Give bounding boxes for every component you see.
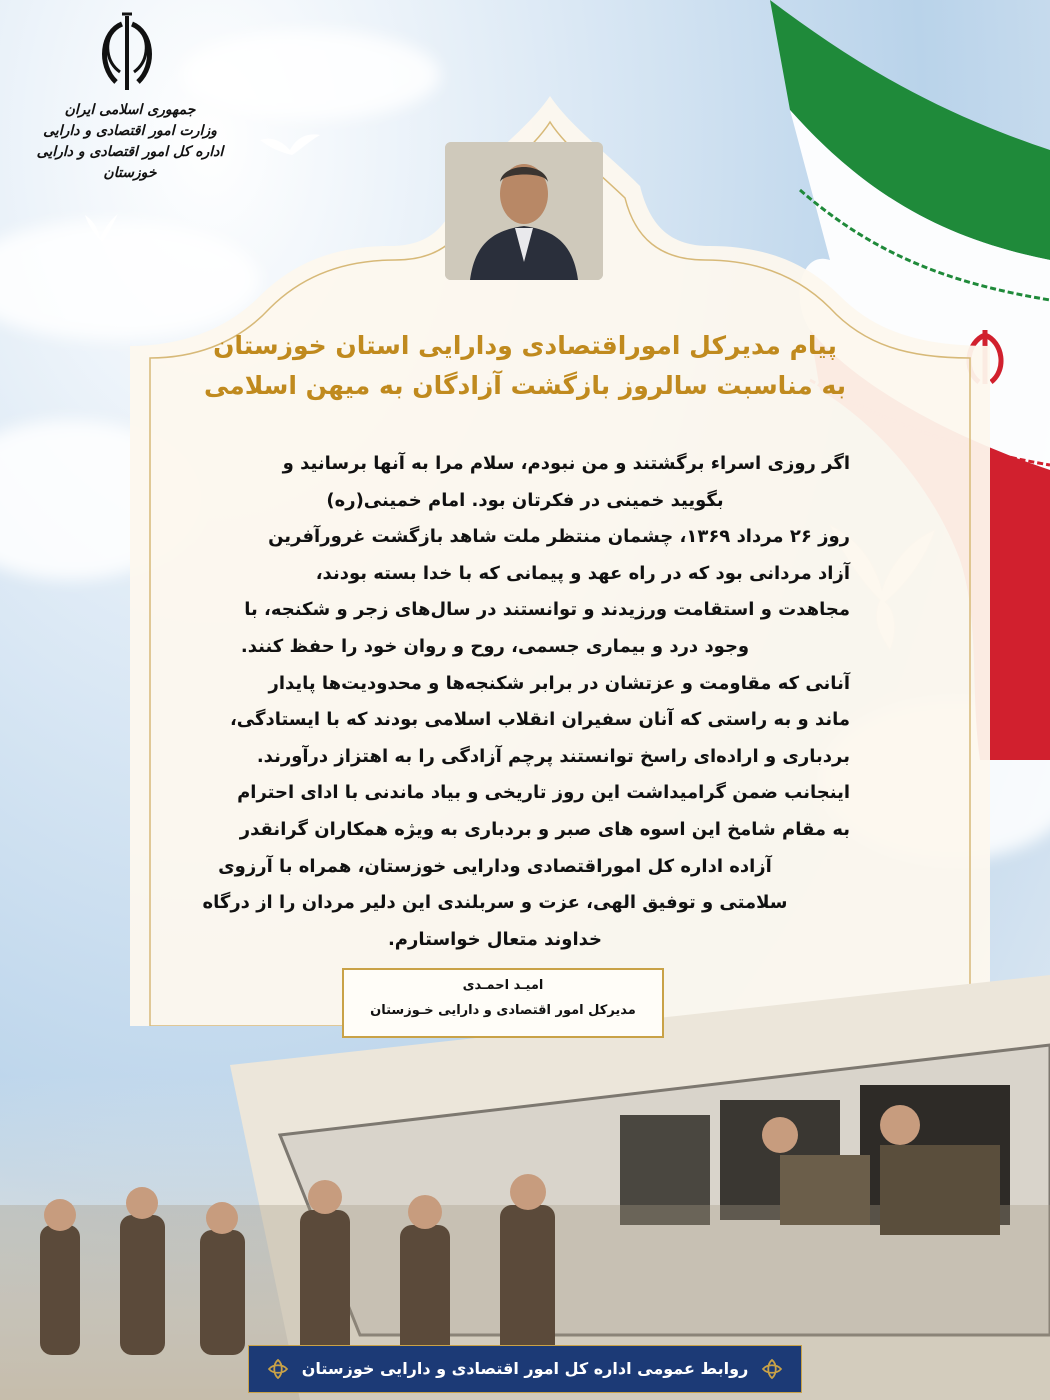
ornament-icon	[761, 1358, 783, 1380]
message-line: مجاهدت و استقامت ورزیدند و توانستند در سال‌های زجر و شکنجه، با	[244, 599, 850, 621]
message-line: وجود درد و بیماری جسمی، روح و روان خود را حفظ کنند.	[240, 635, 750, 657]
message-line: آزاده اداره کل اموراقتصادی ودارایی خوزستان، همراه با آرزوی	[218, 855, 772, 877]
signature-box	[342, 968, 664, 1038]
portrait-person	[445, 142, 603, 280]
iran-emblem-icon	[92, 10, 162, 96]
message-line: آزاد مردانی بود که در راه عهد و پیمانی که با خدا بسته بودند،	[315, 562, 850, 584]
dove-icon	[80, 210, 120, 245]
freed-prisoners-bus-photo	[0, 975, 1050, 1400]
message-line: به مقام شامخ این اسوه های صبر و بردباری به ویژه همکاران گرانقدر	[239, 818, 850, 840]
message-line: سلامتی و توفیق الهی، عزت و سربلندی این دلیر مردان را از درگاه	[202, 892, 788, 914]
message-line: ماند و به راستی که آنان سفیران انقلاب اسلامی بودند که با ایستادگی،	[229, 709, 850, 731]
message-line: روز ۲۶ مرداد ۱۳۶۹، چشمان منتظر ملت شاهد بازگشت غرورآفرین	[268, 526, 850, 548]
message-line: بردباری و اراده‌ای راسخ توانستند پرچم آزادگی را به اهتزاز درآورند.	[256, 745, 850, 767]
org-line-office: اداره کل امور اقتصادی و دارایی خوزستان	[36, 144, 224, 181]
message-line: اینجانب ضمن گرامیداشت این روز تاریخی و بیاد ماندنی با ادای احترام	[237, 782, 850, 804]
title-line-1: پیام مدیرکل اموراقتصادی ودارایی استان خوزستان	[213, 331, 837, 360]
message-line: بگویید خمینی در فکرتان بود. امام خمینی(ره)	[326, 489, 724, 511]
org-line-ministry: وزارت امور اقتصادی و دارایی	[43, 123, 217, 139]
message-line: آنانی که مقاومت و عزتشان در برابر شکنجه‌ها و محدودیت‌ها پایدار	[268, 672, 850, 694]
title-line-2: به مناسبت سالروز بازگشت آزادگان به میهن اسلامی	[203, 371, 847, 400]
footer-banner	[248, 1345, 802, 1393]
page-title	[150, 326, 900, 406]
ornament-icon	[267, 1358, 289, 1380]
message-line: خداوند متعال خواستارم.	[387, 928, 603, 950]
footer-text: روابط عمومی اداره کل امور اقتصادی و دارایی خوزستان	[301, 1359, 749, 1378]
signatory-name: امیـد احمـدی	[462, 978, 544, 993]
message-line: اگر روزی اسراء برگشتند و من نبودم، سلام مرا به آنها برسانید و	[282, 453, 850, 474]
message-body	[140, 446, 850, 958]
official-portrait	[445, 142, 603, 280]
org-line-country: جمهوری اسلامی ایران	[64, 102, 196, 118]
signatory-role: مدیرکل امور اقتصادی و دارایی خـوزستان	[370, 1003, 636, 1018]
